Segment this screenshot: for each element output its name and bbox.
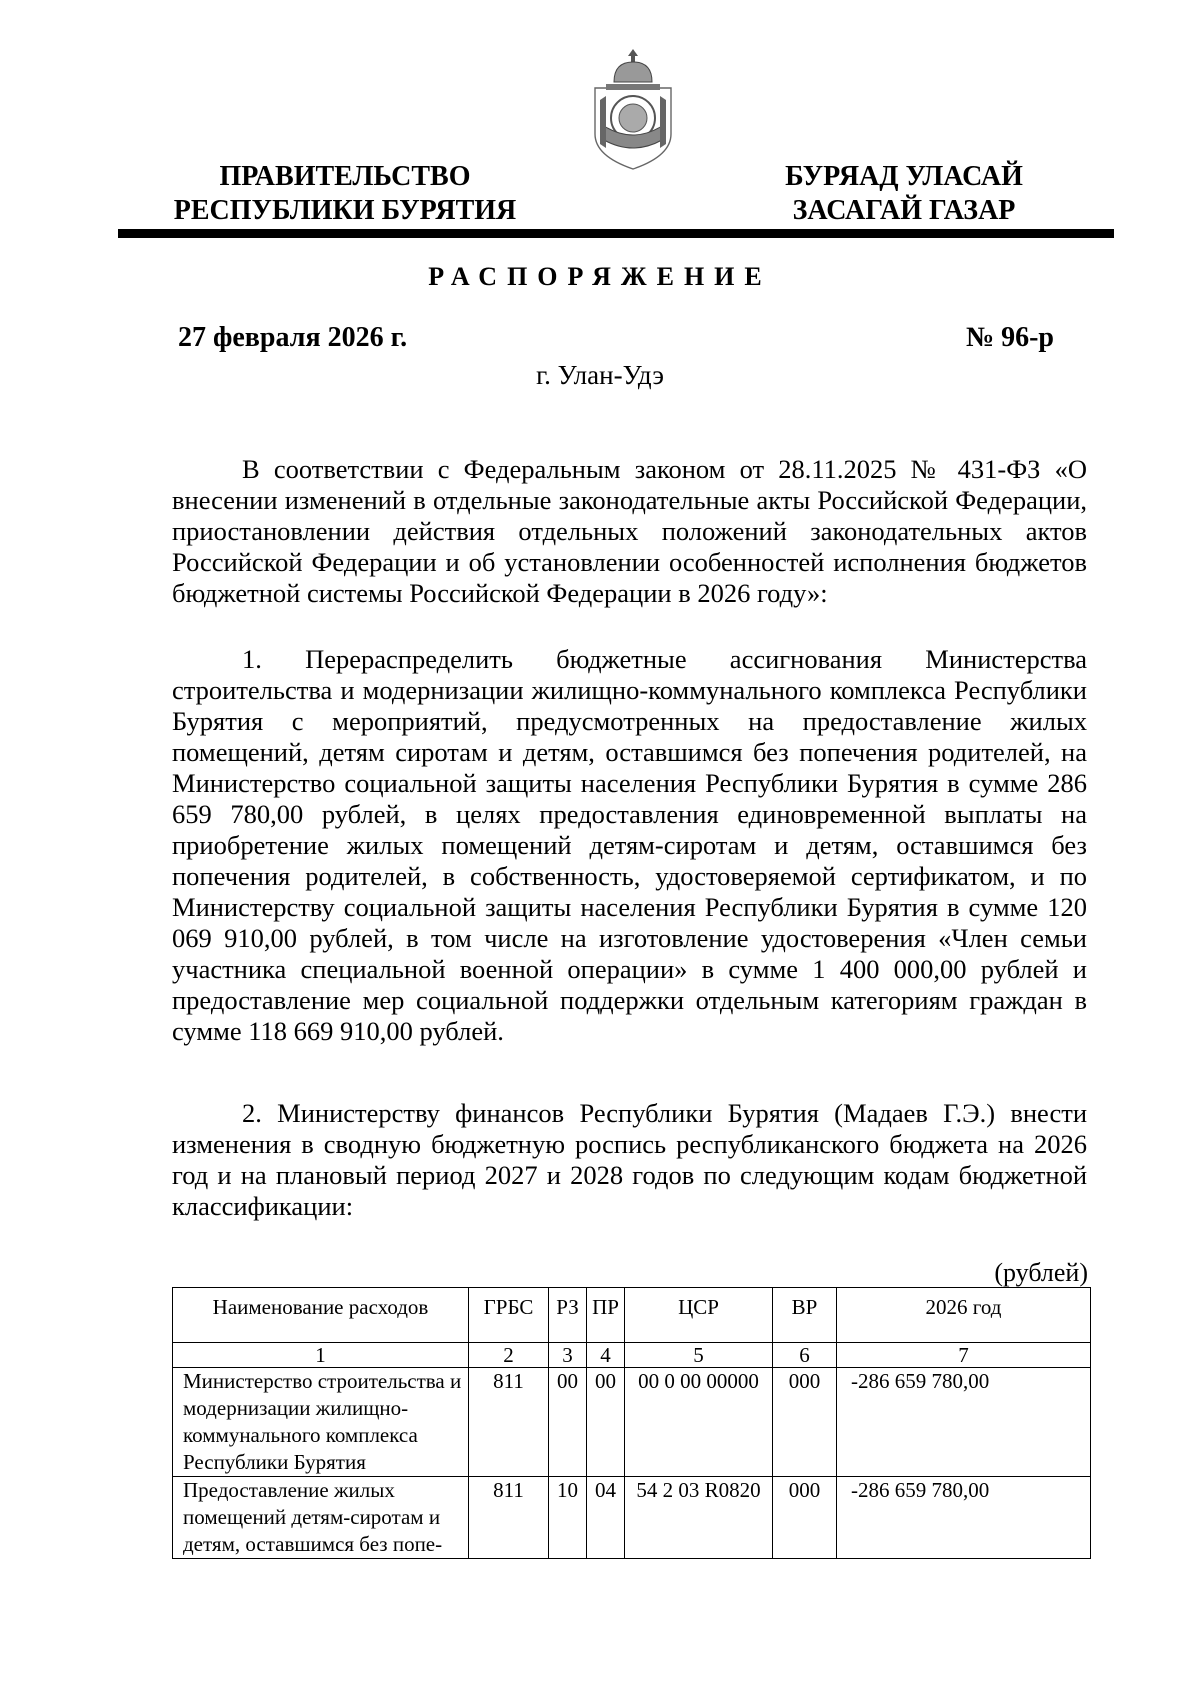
col-number-cell: 1 [173,1343,469,1368]
document-title: РАСПОРЯЖЕНИЕ [428,262,772,291]
table-column-number-row [173,1343,1091,1368]
row-rz-cell: 00 [549,1368,587,1477]
col-number-cell: 6 [773,1343,837,1368]
item-2-paragraph: 2. Министерству финансов Республики Бурятия (Мадаев Г.Э.) внести изменения в сводную бюджетную роспись республиканского бюджета на 2026 год и на плановый период 2027 и 2028 годов по следующим кодам бюджетной классификации: [172,1098,1087,1221]
row-vr-cell: 000 [773,1368,837,1477]
col-number-cell: 3 [549,1343,587,1368]
table-row [173,1368,1091,1477]
row-name-cell: Министерство строительства и модернизации жилищно-коммунального комплекса Республики Бурятия [173,1368,469,1477]
header-cell-csr: ЦСР [625,1288,773,1343]
col-number-cell: 4 [587,1343,625,1368]
row-amount-cell: -286 659 780,00 [837,1368,1091,1477]
row-amount-cell: -286 659 780,00 [837,1477,1091,1559]
header-left-block [160,160,530,228]
header-cell-grbs: ГРБС [469,1288,549,1343]
header-divider [118,229,1114,238]
col-number-cell: 5 [625,1343,773,1368]
header-cell-vr: ВР [773,1288,837,1343]
row-grbs-cell: 811 [469,1368,549,1477]
header-cell-rz: РЗ [549,1288,587,1343]
budget-table [172,1287,1091,1559]
row-pr-cell: 04 [587,1477,625,1559]
row-csr-cell: 00 0 00 00000 [625,1368,773,1477]
col-number-cell: 2 [469,1343,549,1368]
col-number-cell: 7 [837,1343,1091,1368]
header-left-line2: РЕСПУБЛИКИ БУРЯТИЯ [173,195,517,226]
header-cell-year: 2026 год [837,1288,1091,1343]
table-row [173,1477,1091,1559]
document-number: № 96-р [965,322,1054,353]
item-1-paragraph: 1. Перераспределить бюджетные ассигнования Министерства строительства и модернизации жилищно-коммунального комплекса Республики Бурятия с мероприятий, предусмотренных на предоставление жилых помещений, детям сиротам и детям, оставшимся без попечения родителей, на Министерство социальной защиты населения Республики Бурятия в сумме 286 659 780,00 рублей, в целях предоставления единовременной выплаты на приобретение жилых помещений детям-сиротам и детям, оставшимся без попечения родителей, в собственность, удостоверяемой сертификатом, и по Министерству социальной защиты населения Республики Бурятия в сумме 120 069 910,00 рублей, в том числе на изготовление удостоверения «Член семьи участника специальной военной операции» в сумме 1 400 000,00 рублей и предоставление мер социальной поддержки отдельным категориям граждан в сумме 118 669 910,00 рублей. [172,644,1087,1046]
document-city: г. Улан-Удэ [536,360,664,390]
row-csr-cell: 54 2 03 R0820 [625,1477,773,1559]
header-right-line1: БУРЯАД УЛАСАЙ [785,161,1023,192]
row-name-cell: Предоставление жилых помещений детям-сиротам и детям, оставшимся без попе- [173,1477,469,1559]
header-right-block [756,160,1052,228]
row-grbs-cell: 811 [469,1477,549,1559]
document-date: 27 февраля 2026 г. [178,322,408,353]
row-rz-cell: 10 [549,1477,587,1559]
header-left-line1: ПРАВИТЕЛЬСТВО [219,161,471,192]
table-header-row [173,1288,1091,1343]
header-cell-pr: ПР [587,1288,625,1343]
table-unit-label: (рублей) [994,1258,1088,1287]
header-right-line2: ЗАСАГАЙ ГАЗАР [792,195,1016,226]
row-pr-cell: 00 [587,1368,625,1477]
coat-of-arms-emblem [592,48,674,172]
header-cell-name: Наименование расходов [173,1288,469,1343]
intro-paragraph: В соответствии с Федеральным законом от 28.11.2025 № 431-ФЗ «О внесении изменений в отдельные законодательные акты Российской Федерации, приостановлении действия отдельных положений законодательных актов Российской Федерации и об установлении особенностей исполнения бюджетов бюджетной системы Российской Федерации в 2026 году»: [172,454,1087,608]
row-vr-cell: 000 [773,1477,837,1559]
